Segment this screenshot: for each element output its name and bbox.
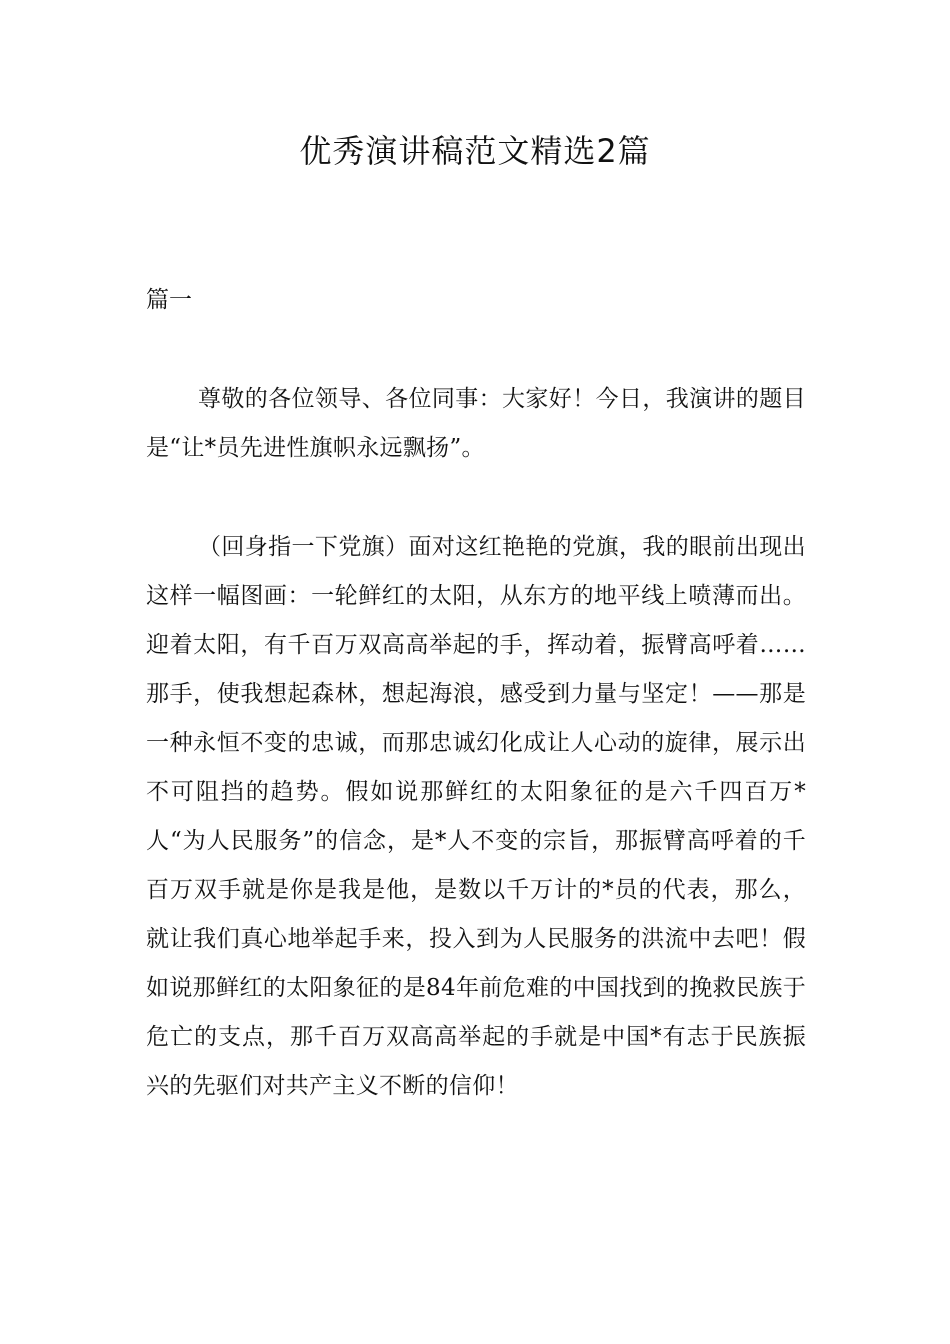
paragraph-greeting: 尊敬的各位领导、各位同事：大家好！今日，我演讲的题目是“让*员先进性旗帜永远飘扬”。 xyxy=(146,386,806,461)
section-heading: 篇一 xyxy=(146,287,192,313)
paragraph-body: （回身指一下党旗）面对这红艳艳的党旗，我的眼前出现出这样一幅图画：一轮鲜红的太阳，从东方的地平线上喷薄而出。迎着太阳，有千百万双高高举起的手，挥动着，振臂高呼着……那手，使我想起森林，想起海浪，感受到力量与坚定！——那是一种永恒不变的忠诚，而那忠诚幻化成让人心动的旋律，展示出不可阻挡的趋势。假如说那鲜红的太阳象征的是六千四百万*人“为人民服务”的信念，是*人不变的宗旨，那振臂高呼着的千百万双手就是你是我是他，是数以千万计的*员的代表，那么，就让我们真心地举起手来，投入到为人民服务的洪流中去吧！假如说那鲜红的太阳象征的是84年前危难的中国找到的挽救民族于危亡的支点，那千百万双高高举起的手就是中国*有志于民族振兴的先驱们对共产主义不断的信仰！ xyxy=(146,534,806,1099)
document-title: 优秀演讲稿范文精选2篇 xyxy=(299,132,651,170)
